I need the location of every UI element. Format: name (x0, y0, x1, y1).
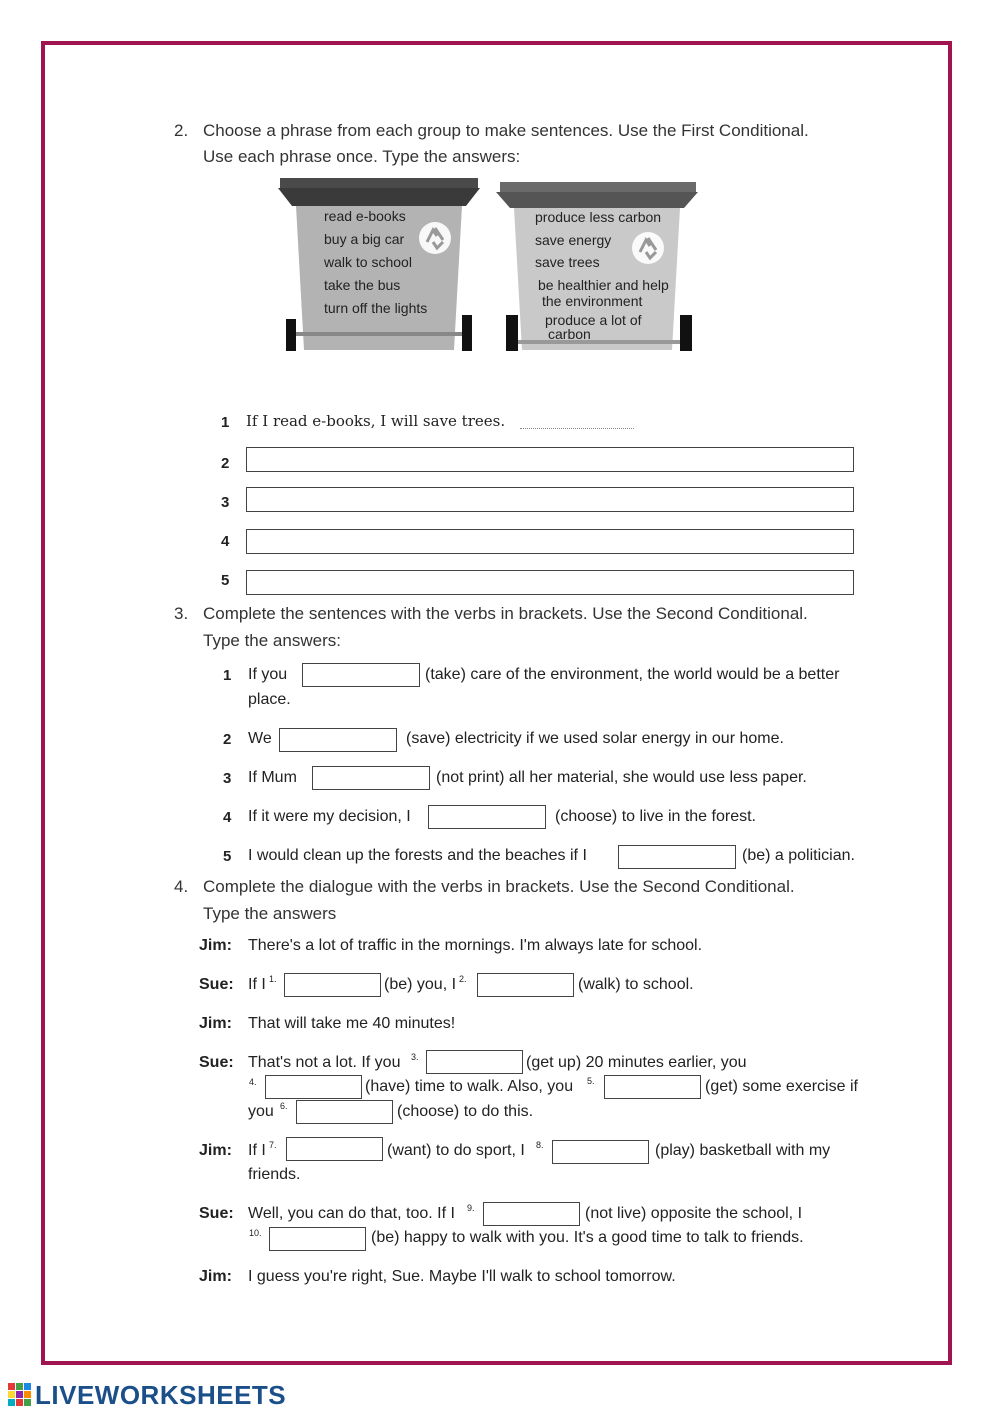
ex3-item-1-before: If you (248, 666, 288, 683)
bin2-item-2: save energy (535, 232, 612, 248)
ex2-instruction-2: Use each phrase once. Type the answers: (203, 147, 521, 166)
gap-number: 2. (459, 974, 467, 984)
ex4-answer-5[interactable] (604, 1075, 701, 1099)
bin2-item-5: the environment (542, 293, 643, 309)
speaker-jim: Jim: (199, 1015, 232, 1032)
ex3-answer-3[interactable] (312, 766, 430, 790)
recycle-icon (419, 222, 451, 254)
ex3-item-1-cont: place. (248, 691, 291, 708)
ex3-item-number: 1 (223, 667, 232, 684)
ex4-answer-9[interactable] (483, 1202, 580, 1226)
ex3-instruction-1: Complete the sentences with the verbs in brackets. Use the Second Conditional. (203, 604, 808, 623)
ex2-example-number: 1 (221, 414, 230, 431)
ex2-number: 2. (174, 121, 189, 140)
recycle-icon (632, 232, 664, 264)
dialogue-line-7: I guess you're right, Sue. Maybe I'll walk to school tomorrow. (248, 1268, 676, 1285)
bin1-item-3: walk to school (324, 254, 412, 270)
logo-text: LIVEWORKSHEETS (35, 1380, 287, 1410)
ex2-answer-2[interactable] (246, 447, 854, 472)
bin2-item-3: save trees (535, 254, 600, 270)
gap-number: 3. (411, 1052, 419, 1062)
ex4-answer-8[interactable] (552, 1140, 649, 1164)
bin1-item-1: read e-books (324, 208, 406, 224)
ex3-item-number: 5 (223, 848, 232, 865)
bin1-item-5: turn off the lights (324, 300, 428, 316)
speaker-jim: Jim: (199, 937, 232, 954)
ex3-answer-1[interactable] (302, 663, 420, 687)
ex3-answer-5[interactable] (618, 845, 736, 869)
speaker-jim: Jim: (199, 1268, 232, 1285)
dialogue-text: If I (248, 1142, 266, 1159)
ex2-row-number: 3 (221, 494, 230, 511)
ex3-item-5-before: I would clean up the forests and the beaches if I (248, 847, 587, 864)
ex2-example-sentence: If I read e-books, I will save trees. (246, 412, 506, 430)
bin2-item-7: carbon (548, 326, 591, 342)
ex2-instruction-1: Choose a phrase from each group to make sentences. Use the First Conditional. (203, 121, 809, 140)
ex4-instruction-1: Complete the dialogue with the verbs in brackets. Use the Second Conditional. (203, 877, 795, 896)
dialogue-text: you (248, 1103, 274, 1120)
ex3-instruction-2: Type the answers: (203, 631, 341, 650)
ex3-item-2-after: (save) electricity if we used solar energy in our home. (406, 730, 784, 747)
bin2-item-6: produce a lot of (545, 312, 642, 328)
ex4-answer-1[interactable] (284, 973, 381, 997)
gap-number: 8. (536, 1140, 544, 1150)
dialogue-line-3: That will take me 40 minutes! (248, 1015, 456, 1032)
ex2-answer-3[interactable] (246, 487, 854, 512)
speaker-sue: Sue: (199, 976, 234, 993)
dialogue-text: (play) basketball with my (655, 1142, 831, 1159)
ex2-answer-5[interactable] (246, 570, 854, 595)
ex3-item-3-before: If Mum (248, 769, 297, 786)
ex3-item-number: 3 (223, 770, 232, 787)
dialogue-text: (not live) opposite the school, I (585, 1205, 803, 1222)
gap-number: 6. (280, 1101, 288, 1111)
dialogue-text: (choose) to do this. (397, 1103, 534, 1120)
ex3-number: 3. (174, 604, 189, 623)
dialogue-text: (be) happy to walk with you. It's a good time to talk to friends. (371, 1229, 804, 1246)
ex3-item-1-after: (take) care of the environment, the world would be a better (425, 666, 840, 683)
ex4-answer-3[interactable] (426, 1050, 523, 1074)
dialogue-text: (walk) to school. (578, 976, 694, 993)
speaker-sue: Sue: (199, 1205, 234, 1222)
speaker-jim: Jim: (199, 1142, 232, 1159)
ex2-row-number: 5 (221, 572, 230, 589)
dialogue-line-1: There's a lot of traffic in the mornings. I'm always late for school. (248, 937, 703, 954)
recycling-bins-illustration (278, 176, 700, 354)
bin2-lid (500, 182, 696, 192)
ex4-answer-4[interactable] (265, 1075, 362, 1099)
dialogue-text: Well, you can do that, too. If I (248, 1205, 455, 1222)
ex3-item-5-after: (be) a politician. (742, 847, 855, 864)
ex3-item-4-before: If it were my decision, I (248, 808, 411, 825)
dialogue-text: (have) time to walk. Also, you (365, 1078, 574, 1095)
ex3-item-2-before: We (248, 730, 272, 747)
bin1-lid (280, 178, 478, 188)
speaker-sue: Sue: (199, 1054, 234, 1071)
dialogue-text: (get) some exercise if (705, 1078, 858, 1095)
liveworksheets-logo[interactable] (8, 1380, 286, 1411)
gap-number: 9. (467, 1203, 475, 1213)
ex4-answer-7[interactable] (286, 1137, 383, 1161)
ex4-answer-10[interactable] (269, 1227, 366, 1251)
dialogue-text: (want) to do sport, I (387, 1142, 525, 1159)
dialogue-text: (be) you, I (384, 976, 457, 993)
bin2-item-1: produce less carbon (535, 209, 662, 225)
bin1-item-2: buy a big car (324, 231, 405, 247)
logo-grid-icon (8, 1383, 32, 1407)
ex3-item-number: 2 (223, 731, 232, 748)
dialogue-text: If I (248, 976, 266, 993)
gap-number: 1. (269, 974, 277, 984)
ex4-answer-6[interactable] (296, 1100, 393, 1124)
ex2-answer-4[interactable] (246, 529, 854, 554)
ex4-answer-2[interactable] (477, 973, 574, 997)
ex2-row-number: 2 (221, 455, 230, 472)
ex4-instruction-2: Type the answers (203, 904, 337, 923)
gap-number: 5. (587, 1076, 595, 1086)
ex3-item-4-after: (choose) to live in the forest. (555, 808, 756, 825)
gap-number: 7. (269, 1140, 277, 1150)
ex3-item-3-after: (not print) all her material, she would use less paper. (436, 769, 807, 786)
ex2-row-number: 4 (221, 533, 230, 550)
ex3-answer-2[interactable] (279, 728, 397, 752)
gap-number: 4. (249, 1077, 257, 1087)
dialogue-text: friends. (248, 1166, 301, 1183)
example-dotted-line (520, 428, 634, 429)
ex3-item-number: 4 (223, 809, 232, 826)
bin1-item-4: take the bus (324, 277, 401, 293)
ex4-number: 4. (174, 877, 189, 896)
dialogue-text: That's not a lot. If you (248, 1054, 401, 1071)
ex3-answer-4[interactable] (428, 805, 546, 829)
dialogue-text: (get up) 20 minutes earlier, you (526, 1054, 747, 1071)
bin2-item-4: be healthier and help (538, 277, 669, 293)
gap-number: 10. (249, 1228, 262, 1238)
